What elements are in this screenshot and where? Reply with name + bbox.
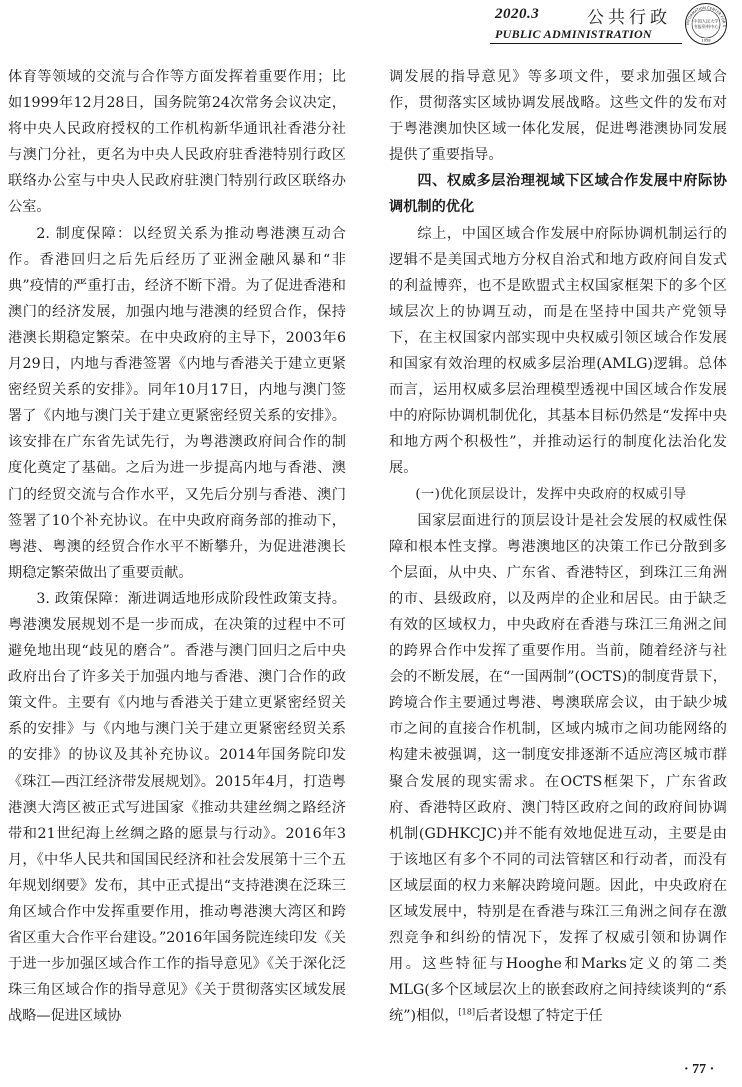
page-header [0,0,742,52]
svg-text:书报资料中心: 书报资料中心 [693,24,719,29]
right-column [389,64,727,1029]
paragraph-summary: 综上，中国区域合作发展中府际协调机制运行的逻辑不是美国式地方分权自治式和地方政府间自发式的利益博弈，也不是欧盟式主权国家框架下的多个区域层次上的协调互动，而是在坚持中国共产党领导下，在主权国家内部实现中央权威引领区域合作发展和国家有效治理的权威多层治理(AMLG)逻辑。总体而言，运用权威多层治理模型透视中国区域合作发展中的府际协调机制优化，其基本目标仍然是“发挥中央和地方两个积极性”，并推动运行的制度化法治化发展。 [389,225,727,477]
journal-title: 公共行政 [587,8,671,28]
subsection-heading: (一)优化顶层设计，发挥中央政府的权威引导 [415,486,687,502]
svg-text:INFORMATION CENTER FOR SOCIAL: INFORMATION CENTER FOR S [686,5,727,27]
paragraph-text-tail: 后者设想了特定于任 [474,1008,603,1025]
paragraph-policy-guarantee: 3. 政策保障：渐进调适地形成阶段性政策支持。粤港澳发展规划不是一步而成，在决策的过程中不可避免地出现“歧见的磨合”。香港与澳门回归之后中央政府出台了许多关于加强内地与香港、澳门合作的政策文件。主要有《内地与香港关于建立更紧密经贸关系的安排》与《内地与澳门关于建立更紧密经贸关系的安排》的协议及其补充协议。2014年国务院印发《珠江—西江经济带发展规划》。2015年4月，打造粤港澳大湾区被正式写进国家《推动共建丝绸之路经济带和21世纪海上丝绸之路的愿景与行动》。2016年3月，《中华人民共和国国民经济和社会发展第十三个五年规划纲要》发布，其中正式提出“支持港澳在泛珠三角区域合作中发挥重要作用，推动粤港澳大湾区和跨省区重大合作平台建设。”2016年国务院连续印发《关于进一步加强区域合作工作的指导意见》《关于深化泛珠三角区域合作的指导意见》《关于贯彻落实区域发展战略—促进区域协 [8,590,346,1025]
page-number: · 77 · [684,1062,715,1077]
paragraph-continued: 体育等领域的交流与合作等方面发挥着重要作用；比如1999年12月28日，国务院第24次常务会议决定，将中央人民政府授权的工作机构新华通讯社香港分社与澳门分社，更名为中央人民政府驻香港特别行政区联络办公室与中央人民政府驻澳门特别行政区联络办公室。 [8,69,346,216]
paragraph-top-level-design [389,508,727,1030]
section-heading: 四、权威多层治理视域下区域合作发展中府际协调机制的优化 [389,173,727,216]
reference-marker[interactable]: [18] [458,1007,475,1017]
paragraph-continued: 调发展的指导意见》等多项文件，要求加强区域合作，贯彻落实区域协调发展战略。这些文件的发布对于粤港澳加快区域一体化发展，促进粤港澳协同发展提供了重要指导。 [389,69,727,164]
journal-title-english: PUBLIC ADMINISTRATION [495,27,652,41]
paragraph-institutional-guarantee: 2. 制度保障：以经贸关系为推动粤港澳互动合作。香港回归之后先后经历了亚洲金融风暴和“非典”疫情的严重打击，经济不断下滑。为了促进香港和澳门的经济发展，加强内地与港澳的经贸合作，保持港澳长期稳定繁荣。在中央政府的主导下，2003年6月29日，内地与香港签署《内地与香港关于建立更紧密经贸关系的安排》。同年10月17日，内地与澳门签署了《内地与澳门关于建立更紧密经贸关系的安排》。该安排在广东省先试先行，为粤港澳政府间合作的制度化奠定了基础。之后为进一步提高内地与香港、澳门的经贸交流与合作水平，又先后分别与香港、澳门签署了10个补充协议。在中央政府商务部的推动下，粤港、粤澳的经贸合作水平不断攀升，为促进港澳长期稳定繁荣做出了重要贡献。 [8,225,346,581]
svg-text:1958: 1958 [701,38,711,43]
publisher-seal-icon [684,2,728,46]
paragraph-text: 国家层面进行的顶层设计是社会发展的权威性保障和根本性支撑。粤港澳地区的决策工作已分散到多个层面，从中央、广东省、香港特区，到珠江三角洲的市、县级政府，以及两岸的企业和居民。由于缺乏有效的区域权力，中央政府在香港与珠江三角洲之间的跨界合作中发挥了重要作用。当前，随着经济与社会的不断发展，在“一国两制”(OCTS)的制度背景下，跨境合作主要通过粤港、粤澳联席会议，由于缺少城市之间的直接合作机制，区域内城市之间功能网络的构建未被强调，这一制度安排逐渐不适应湾区城市群聚合发展的现实需求。在OCTS框架下，广东省政府、香港特区政府、澳门特区政府之间的政府间协调机制(GDHKCJC)并不能有效地促进互动，主要是由于该地区有多个不同的司法管辖区和行动者，而没有区域层面的权力来解决跨境问题。因此，中央政府在区域发展中，特别是在香港与珠江三角洲之间存在激烈竞争和纠纷的情况下，发挥了权威引领和协调作用。这些特征与Hooghe和Marks定义的第二类MLG(多个区域层次上的嵌套政府之间持续谈判的“系统”)相似， [389,512,727,1025]
header-rule [490,43,682,44]
svg-text:中国人民大学: 中国人民大学 [693,18,719,24]
issue-number: 2020.3 [495,6,540,22]
left-column [8,64,346,1029]
